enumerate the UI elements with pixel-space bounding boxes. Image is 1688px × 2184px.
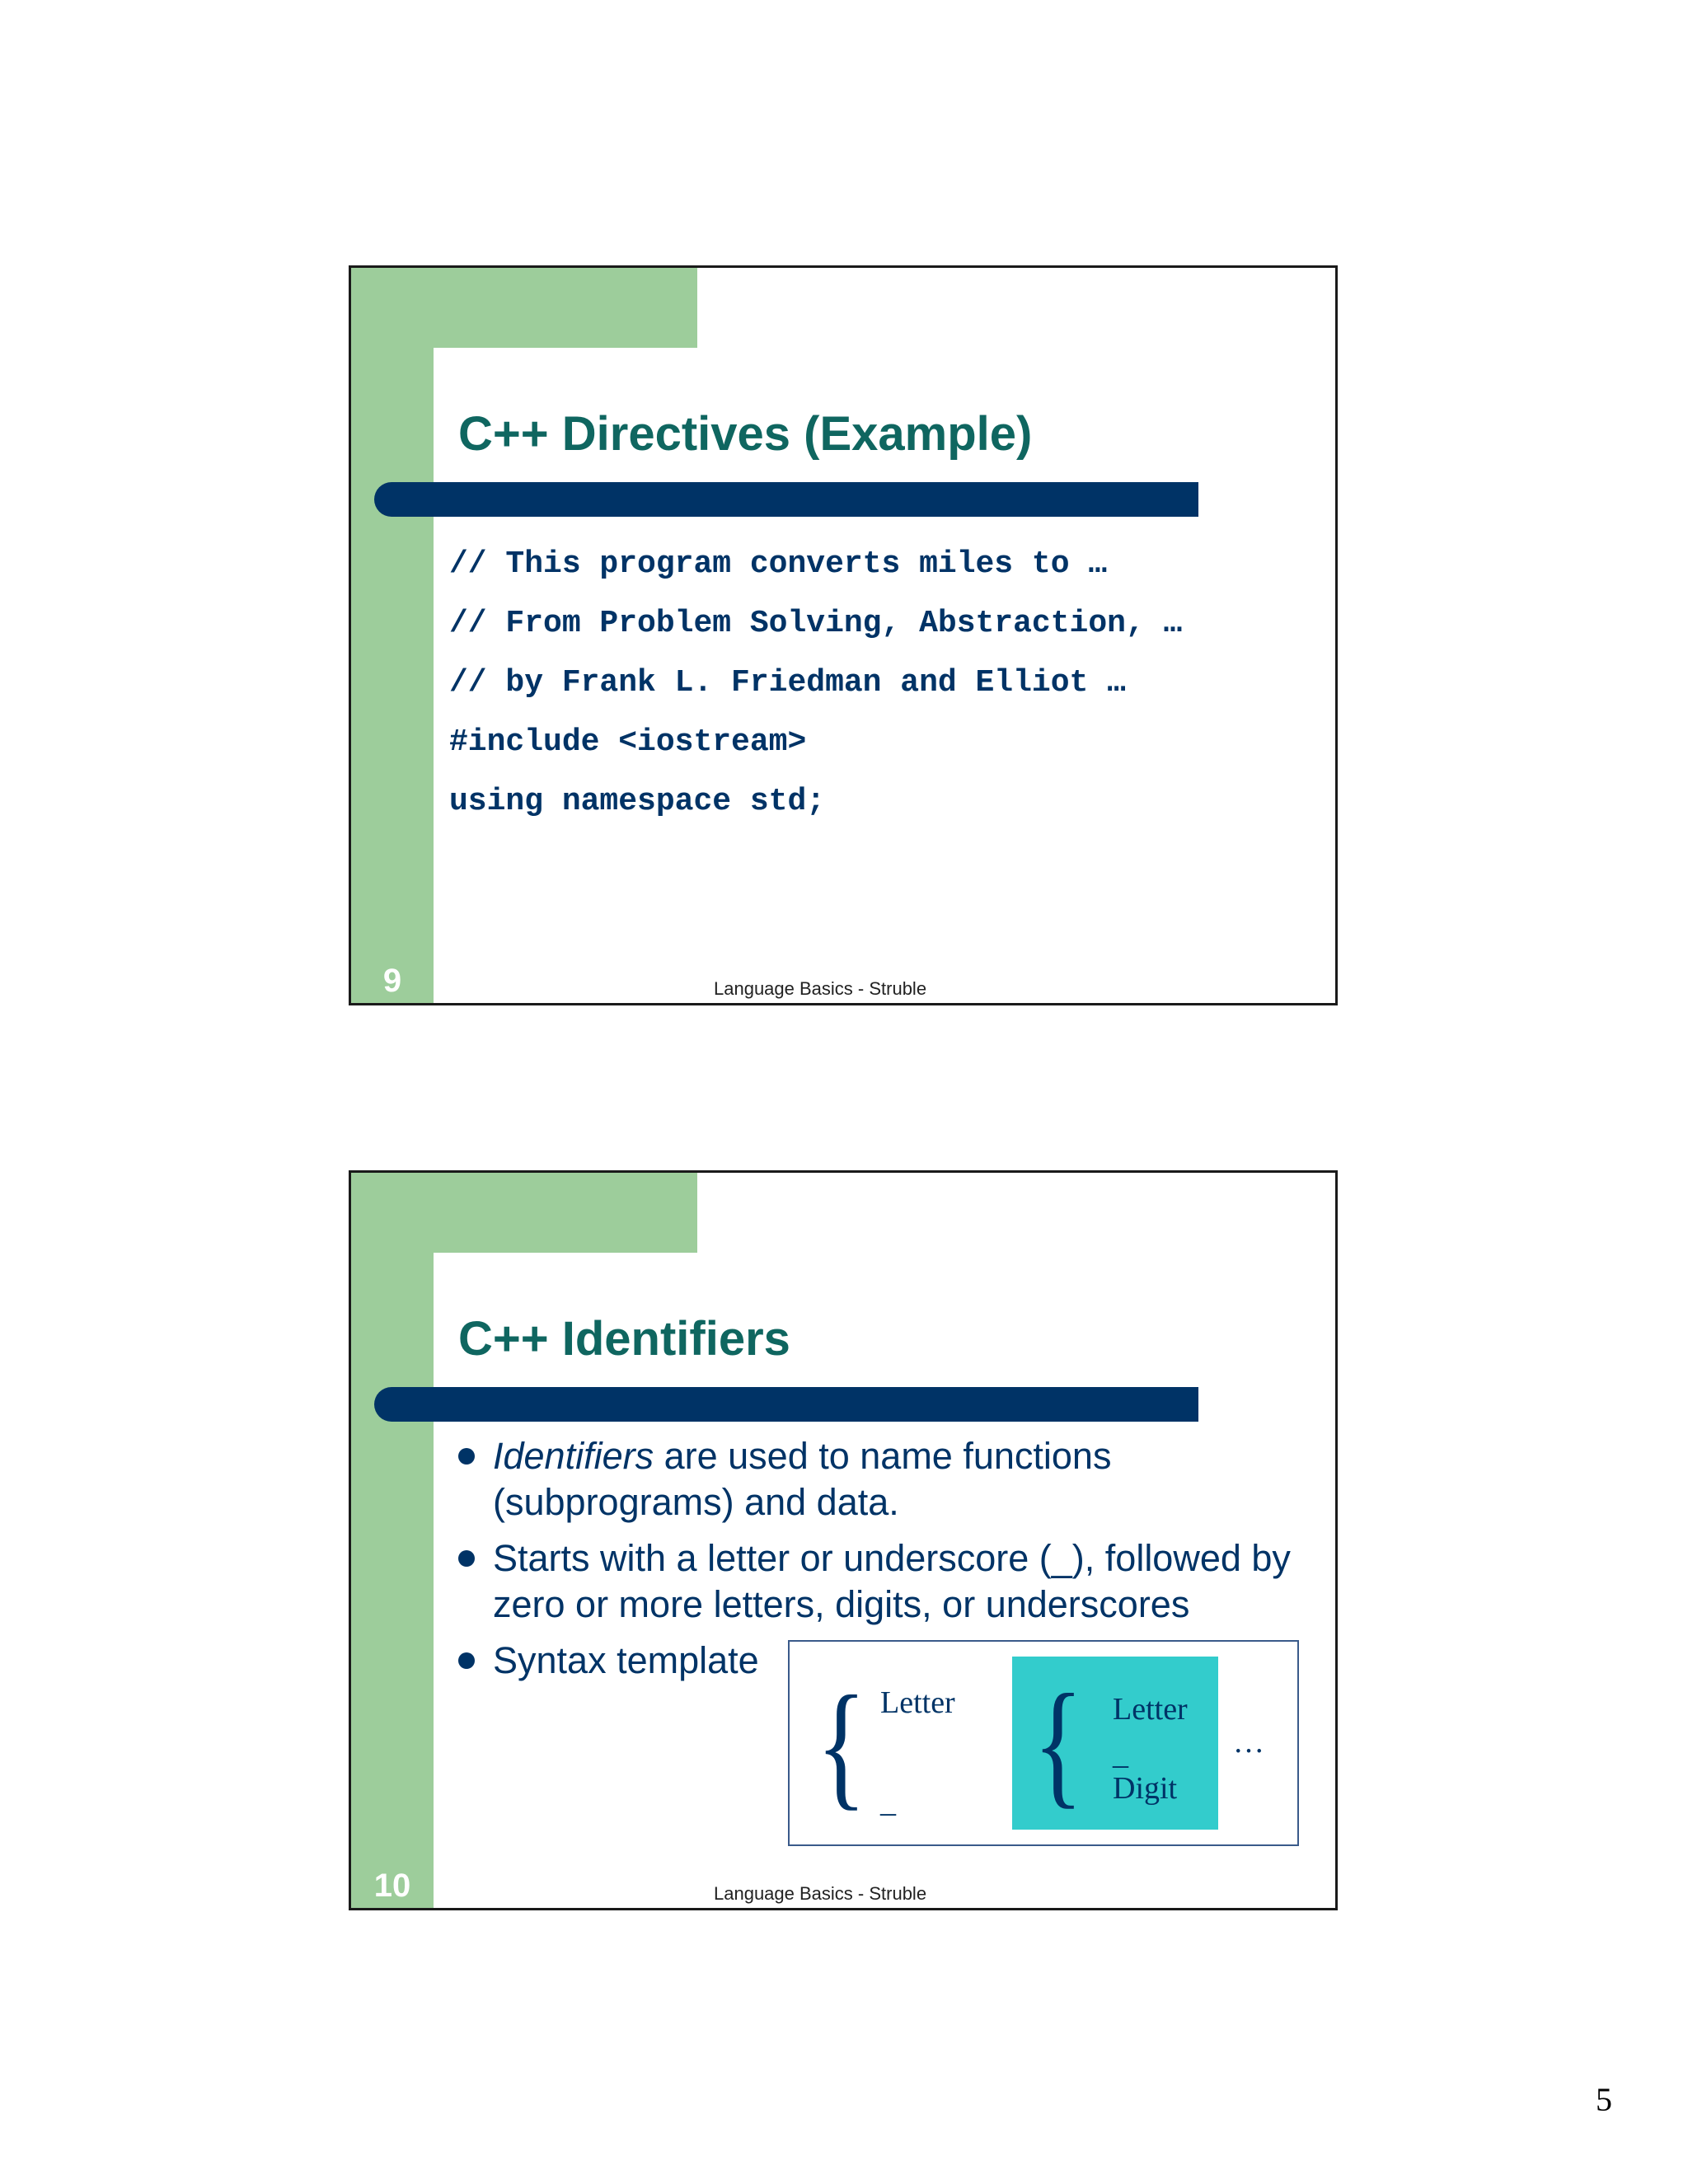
bullet-item (458, 1433, 1315, 1526)
green-sidebar (351, 268, 434, 1003)
repeat-group-box (1012, 1657, 1218, 1830)
bullet-item (458, 1535, 1315, 1628)
bullet-text-rest: are used to name functions (subprograms) and data. (493, 1435, 1112, 1523)
bullet-text: Starts with a letter or underscore (_), followed by zero or more letters, digits, or underscores (493, 1537, 1291, 1625)
bullet-item (458, 1638, 788, 1684)
italic-term: Identifiers (493, 1435, 654, 1477)
bullet-text: Syntax template (493, 1639, 759, 1681)
left-brace-icon: { (816, 1667, 867, 1822)
slide-title: C++ Identifiers (458, 1312, 790, 1366)
slide-footer: Language Basics - Struble (714, 978, 927, 999)
code-line: // by Frank L. Friedman and Elliot … (449, 665, 1126, 701)
slide-title: C++ Directives (Example) (458, 407, 1033, 461)
syntax-option: Letter (880, 1685, 955, 1720)
slide-footer: Language Basics - Struble (714, 1883, 927, 1904)
code-line: using namespace std; (449, 784, 826, 819)
green-header-block (351, 1173, 697, 1253)
syntax-template-diagram (788, 1640, 1299, 1846)
green-sidebar (351, 1173, 434, 1908)
page-number: 5 (1596, 2081, 1612, 2118)
ellipsis: … (1233, 1725, 1264, 1760)
code-line: #include <iostream> (449, 724, 807, 760)
title-underline-bar (374, 482, 1198, 517)
bullet-dot-icon (458, 1550, 475, 1567)
syntax-option: _ (1113, 1736, 1128, 1771)
syntax-option: _ (880, 1784, 896, 1819)
green-header-block (351, 268, 697, 348)
syntax-option: Digit (1113, 1771, 1178, 1806)
code-line: // This program converts miles to … (449, 546, 1108, 582)
bullet-dot-icon (458, 1652, 475, 1669)
slide-number: 10 (373, 1868, 411, 1904)
syntax-option: Letter (1113, 1692, 1188, 1727)
slide-9 (349, 265, 1338, 1005)
slide-10 (349, 1170, 1338, 1910)
slide-number: 9 (382, 963, 402, 999)
title-underline-bar (374, 1387, 1198, 1422)
bullet-dot-icon (458, 1448, 475, 1465)
left-brace-icon: { (1033, 1666, 1084, 1821)
code-line: // From Problem Solving, Abstraction, … (449, 606, 1183, 641)
bullet-text (493, 1433, 1315, 1526)
